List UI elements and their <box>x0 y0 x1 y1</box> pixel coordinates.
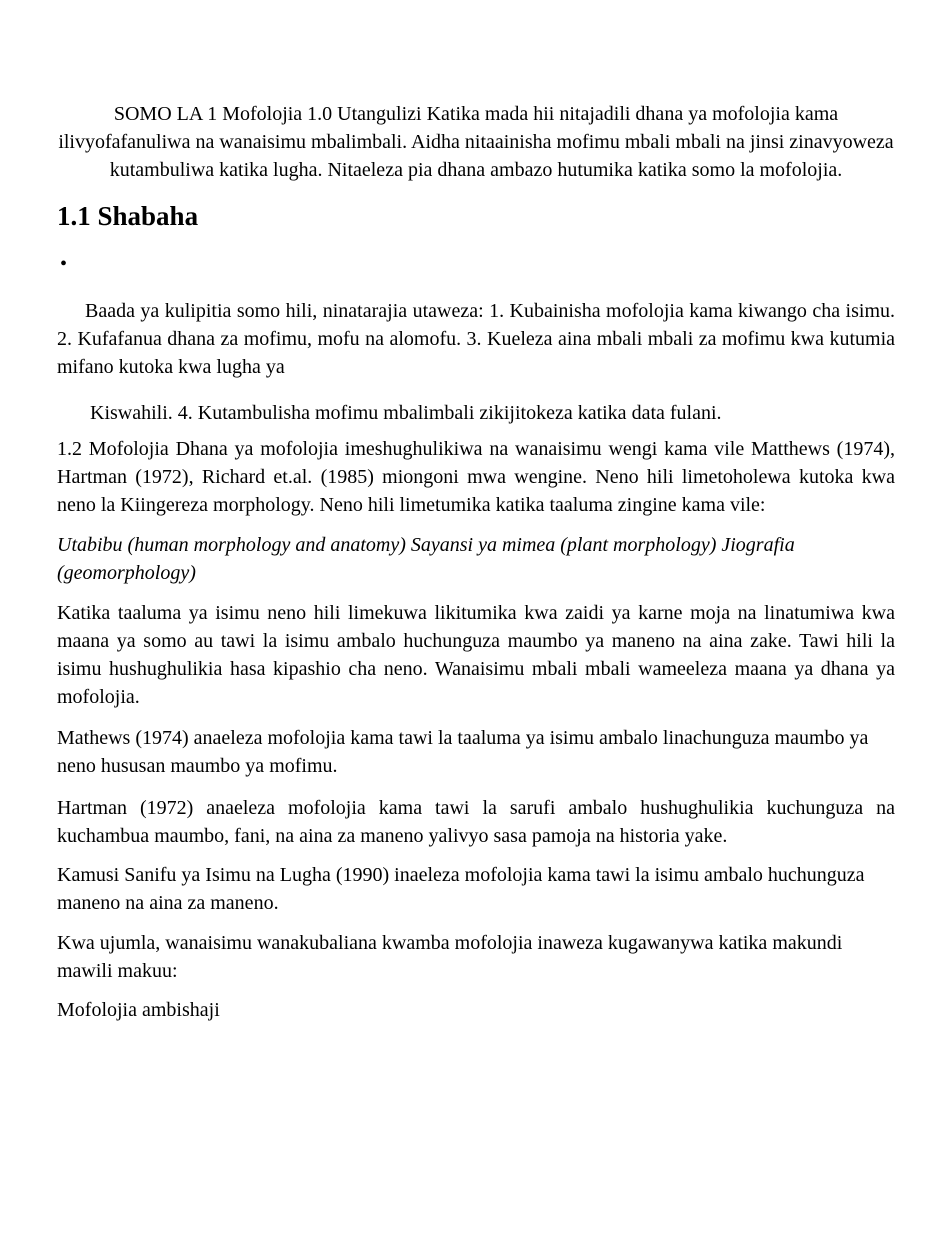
bullet-icon: • <box>60 253 68 275</box>
taaluma-paragraph: Katika taaluma ya isimu neno hili limekuwa likitumika kwa zaidi ya karne moja na linatumiwa kwa maana ya somo au tawi la isimu ambalo huchunguza maumbo ya maneno na aina zake. Tawi hili la isimu hushughulikia hasa kipashio cha neno. Wanaisimu mbali mbali wameeleza maana ya dhana ya mofolojia. <box>57 602 895 708</box>
section-heading-shabaha: 1.1 Shabaha <box>57 201 199 231</box>
document-content <box>57 0 895 1024</box>
summary-paragraph: Kwa ujumla, wanaisimu wanakubaliana kwamba mofolojia inaweza kugawanywa katika makundi mawili makuu: <box>57 932 843 982</box>
hartman-paragraph: Hartman (1972) anaeleza mofolojia kama tawi la sarufi ambalo hushughulikia kuchunguza na kuchambua maumbo, fani, na aina za maneno yalivyo sasa pamoja na historia yake. <box>57 797 895 847</box>
empty-list-item <box>57 250 895 278</box>
category-item-paragraph: Mofolojia ambishaji <box>57 999 220 1021</box>
fields-examples-paragraph: Utabibu (human morphology and anatomy) Sayansi ya mimea (plant morphology) Jiografia (geomorphology) <box>57 534 795 584</box>
objectives-paragraph: Baada ya kulipitia somo hili, ninatarajia utaweza: 1. Kubainisha mofolojia kama kiwango cha isimu. 2. Kufafanua dhana za mofimu, mofu na alomofu. 3. Kueleza aina mbali mbali za mofimu kwa kutumia mifano kutoka kwa lugha ya <box>57 300 895 378</box>
mofolojia-definition-paragraph: 1.2 Mofolojia Dhana ya mofolojia imeshughulikiwa na wanaisimu wengi kama vile Matthews (1974), Hartman (1972), Richard et.al. (1985) miongoni mwa wengine. Neno hili limetoholewa kutoka kwa neno la Kiingereza morphology. Neno hili limetumika katika taaluma zingine kama vile: <box>57 438 895 516</box>
objectives-continuation-paragraph: Kiswahili. 4. Kutambulisha mofimu mbalimbali zikijitokeza katika data fulani. <box>90 402 722 424</box>
mathews-paragraph: Mathews (1974) anaeleza mofolojia kama tawi la taaluma ya isimu ambalo linachunguza maumbo ya neno hususan maumbo ya mofimu. <box>57 727 869 777</box>
kamusi-paragraph: Kamusi Sanifu ya Isimu na Lugha (1990) inaeleza mofolojia kama tawi la isimu ambalo huchunguza maneno na aina za maneno. <box>57 864 865 914</box>
intro-paragraph: SOMO LA 1 Mofolojia 1.0 Utangulizi Katika mada hii nitajadili dhana ya mofolojia kama ilivyofafanuliwa na wanaisimu mbalimbali. Aidha nitaainisha mofimu mbali mbali na jinsi zinavyoweza kutambuliwa katika lugha. Nitaeleza pia dhana ambazo hutumika katika somo la mofolojia. <box>58 103 894 181</box>
